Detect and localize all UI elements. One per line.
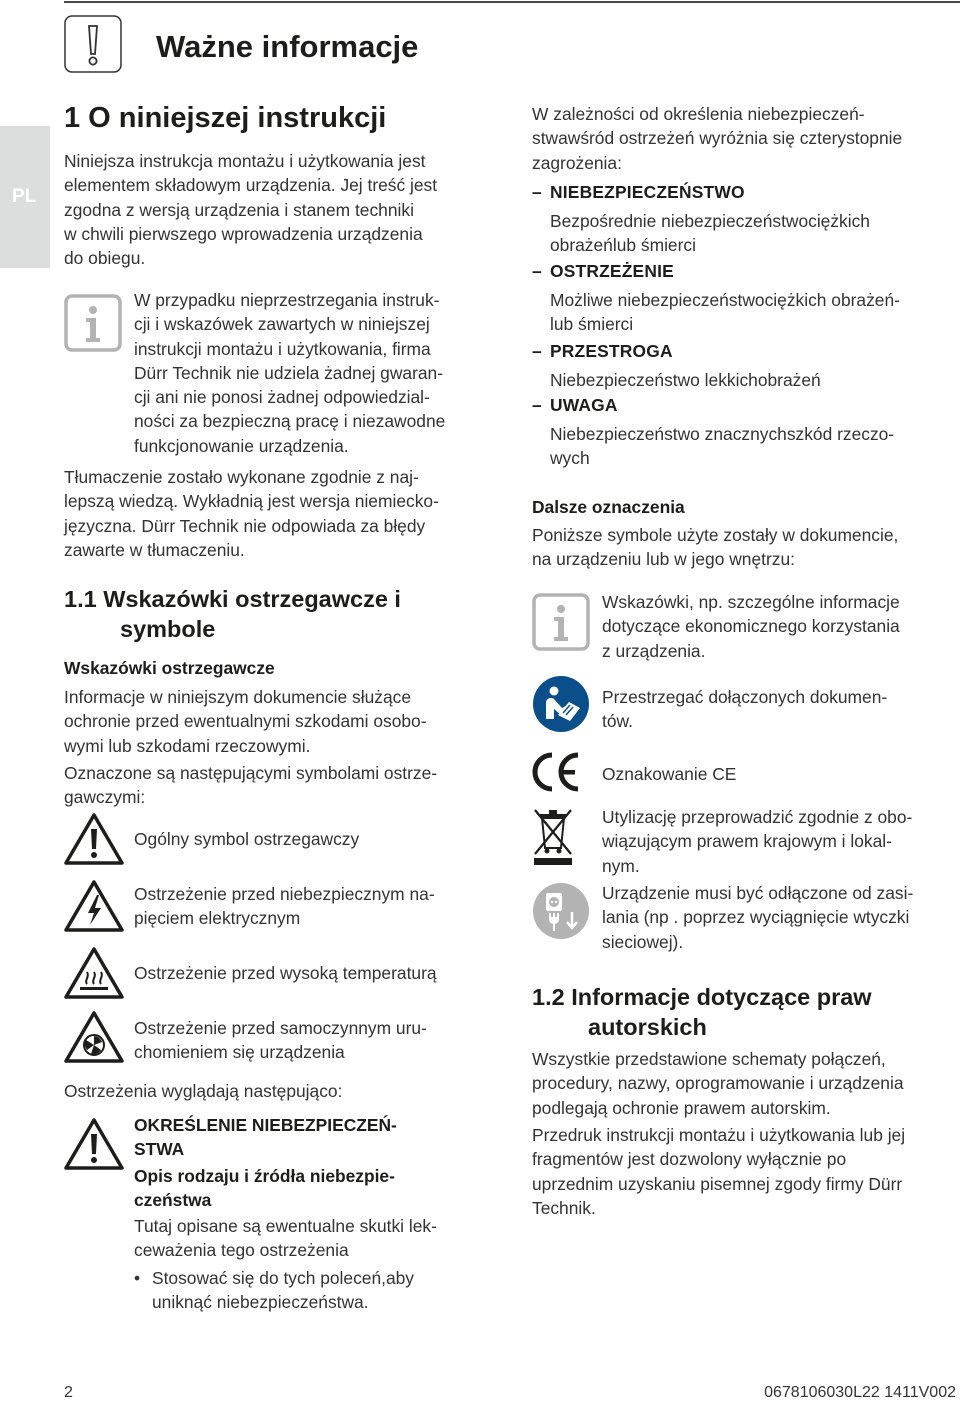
signal-word: OKREŚLENIE NIEBEZPIECZEŃ- STWA <box>134 1115 397 1159</box>
info-note-text: W przypadku nieprzestrzegania instruk- cji i wskazówek zawartych w niniejszej instrukcji montażu i użytkowania, firma Dürr Technik nie udziela żadnej gwaran- cji ani nie ponosi żadnej odpowiedzial- ności za bezpieczną pracę i niezawodne funkcjonowanie urządzenia. <box>134 290 446 456</box>
weee-label: Utylizację przeprowadzić zgodnie z obo- wiązującym prawem krajowym i lokal- nym. <box>602 807 913 876</box>
warnings-para-2: Oznaczone są następującymi symbolami ostrze- gawczymi: <box>64 763 438 808</box>
level-notice: – UWAGA <box>532 395 618 415</box>
translation-note: Tłumaczenie zostało wykonane zgodnie z naj- lepszą wiedzą. Wykładnią jest wersja niemiecko- języczna. Dürr Technik nie odpowiada za błędy zawarte w tłumaczeniu. <box>64 467 439 560</box>
top-rule <box>64 1 960 3</box>
level-danger: – NIEBEZPIECZEŃSTWO <box>532 182 745 202</box>
info-symbol-label: Wskazówki, np. szczególne informacje dotyczące ekonomicznego korzystania z urządzenia. <box>602 592 900 661</box>
disconnect-label: Urządzenie musi być odłączone od zasi- lania (np . poprzez wyciągnięcie wtyczki sieciowej). <box>602 883 914 952</box>
weee-bin-icon <box>532 806 574 866</box>
high-voltage-warning-icon <box>63 879 125 933</box>
consequences-text: Tutaj opisane są ewentualne skutki lek- ceważenia tego ostrzeżenia <box>134 1216 437 1261</box>
warnings-para-1: Informacje w niniejszym dokumencie służące ochronie przed ewentualnymi szkodami osobo- wymi lub szkodami rzeczowymi. <box>64 687 427 756</box>
level-caution: – PRZESTROGA <box>532 341 673 361</box>
levels-intro: W zależności od określenia niebezpieczeń- stwawśród ostrzeżeń wyróżnia się czterystopnie zagrożenia: <box>532 104 903 173</box>
warnings-look-like: Ostrzeżenia wyglądają następująco: <box>64 1081 343 1101</box>
header-warning-icon <box>64 15 122 73</box>
section-1-heading: 1 O niniejszej instrukcji <box>64 102 387 134</box>
copyright-para-2: Przedruk instrukcji montażu i użytkowania lub jej fragmentów jest dozwolony wyłącznie po uprzednim uzyskaniu pisemnej zgody firmy Dürr Technik. <box>532 1125 906 1218</box>
section-1-2-heading: 1.2 Informacje dotyczące praw autorskich <box>532 984 872 1040</box>
warnings-subheading: Wskazówki ostrzegawcze <box>64 658 275 678</box>
level-warning: – OSTRZEŻENIE <box>532 261 674 281</box>
level-danger-desc: Bezpośrednie niebezpieczeństwociężkich obrażeńlub śmierci <box>550 211 870 256</box>
language-tab-label: PL <box>12 186 37 207</box>
automatic-start-warning-icon <box>63 1010 125 1064</box>
level-notice-desc: Niebezpieczeństwo znacznychszkód rzeczo- wych <box>550 424 895 469</box>
general-warning-label: Ogólny symbol ostrzegawczy <box>134 829 360 849</box>
info-icon <box>64 294 122 352</box>
danger-description: Opis rodzaju i źródła niebezpie- czeństwa <box>134 1166 395 1210</box>
level-warning-desc: Możliwe niebezpieczeństwociężkich obrażeń- lub śmierci <box>550 290 900 335</box>
page-title: Ważne informacje <box>156 29 419 64</box>
bullet-instruction: Stosować się do tych poleceń,aby uniknąć niebezpieczeństwa. <box>152 1268 414 1313</box>
bullet-marker: • <box>134 1268 141 1288</box>
ce-mark-icon <box>532 752 582 792</box>
disconnect-plug-icon <box>532 882 590 940</box>
read-manual-icon <box>532 675 590 733</box>
further-heading: Dalsze oznaczenia <box>532 497 685 517</box>
further-intro: Poniższe symbole użyte zostały w dokumencie, na urządzeniu lub w jego wnętrzu: <box>532 525 899 570</box>
example-warning-icon <box>63 1117 125 1171</box>
auto-start-label: Ostrzeżenie przed samoczynnym uru- chomieniem się urządzenia <box>134 1018 427 1063</box>
level-caution-desc: Niebezpieczeństwo lekkichobrażeń <box>550 370 821 390</box>
page-number: 2 <box>64 1384 73 1401</box>
info-icon <box>532 593 590 651</box>
ce-mark-label: Oznakowanie CE <box>602 764 737 784</box>
high-voltage-label: Ostrzeżenie przed niebezpiecznym na- pięciem elektrycznym <box>134 884 435 929</box>
document-id: 0678106030L22 1411V002 <box>764 1384 956 1401</box>
language-tab <box>0 126 50 268</box>
copyright-para-1: Wszystkie przedstawione schematy połączeń, procedury, nazwy, oprogramowanie i urządzenia podlegają ochronie prawem autorskim. <box>532 1049 904 1118</box>
hot-surface-warning-icon <box>63 946 125 1000</box>
read-manual-label: Przestrzegać dołączonych dokumen- tów. <box>602 687 888 732</box>
hot-surface-label: Ostrzeżenie przed wysoką temperaturą <box>134 963 437 983</box>
intro-text: Niniejsza instrukcja montażu i użytkowania jest elementem składowym urządzenia. Jej treść jest zgodna z wersją urządzenia i stanem techniki w chwili pierwszego wprowadzenia urządzenia do obiegu. <box>64 151 438 269</box>
general-warning-icon <box>63 812 125 866</box>
section-1-1-heading: 1.1 Wskazówki ostrzegawcze i symbole <box>64 586 401 642</box>
